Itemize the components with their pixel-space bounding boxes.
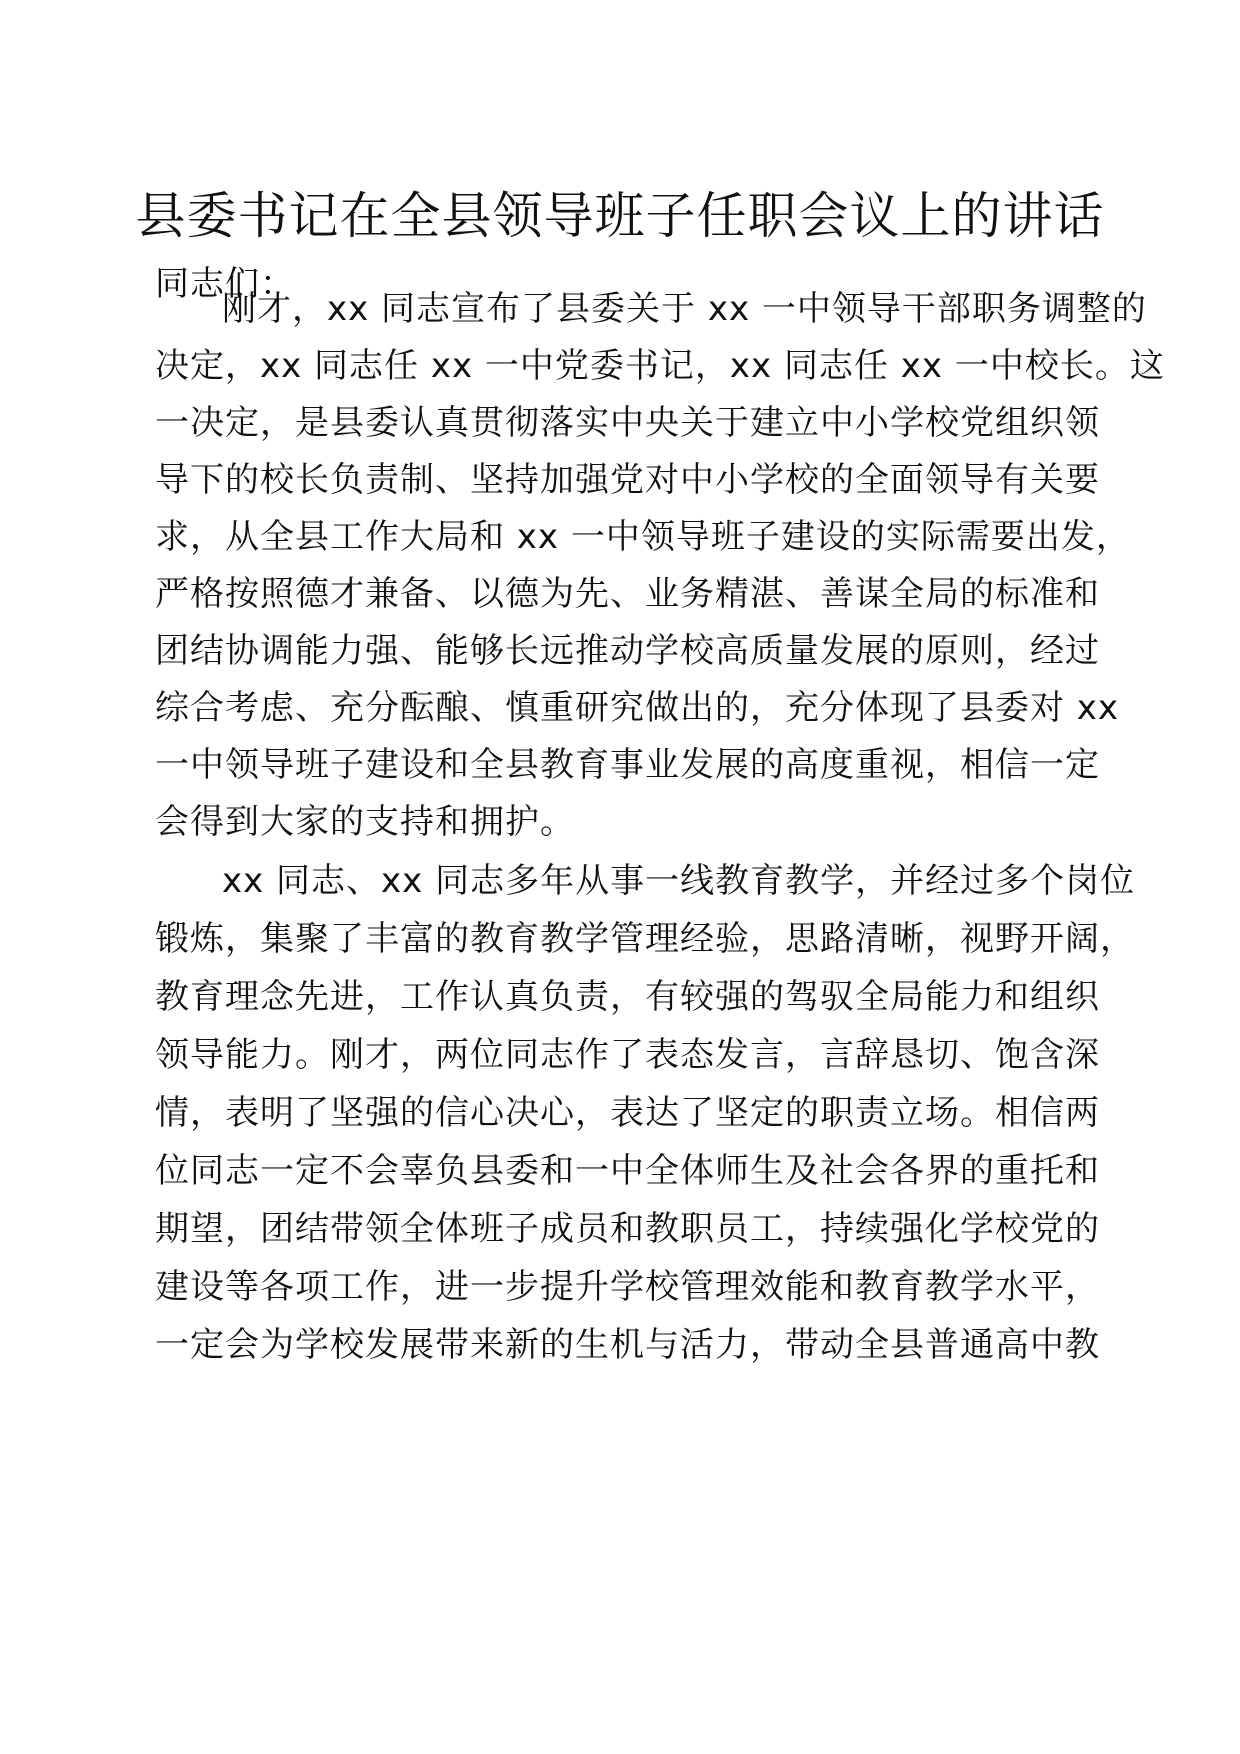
- paragraph-line: 严格按照德才兼备、以德为先、业务精湛、善谋全局的标准和: [155, 574, 1100, 614]
- paragraph-line: 位同志一定不会辜负县委和一中全体师生及社会各界的重托和: [155, 1151, 1100, 1191]
- paragraph-line: 一中领导班子建设和全县教育事业发展的高度重视，相信一定: [155, 745, 1100, 785]
- paragraph-line: 求，从全县工作大局和 xx 一中领导班子建设的实际需要出发，: [155, 517, 1131, 557]
- paragraph-line: 会得到大家的支持和拥护。: [155, 802, 575, 842]
- paragraph-line: 领导能力。刚才，两位同志作了表态发言，言辞恳切、饱含深: [155, 1035, 1100, 1075]
- paragraph-line: 锻炼，集聚了丰富的教育教学管理经验，思路清晰，视野开阔，: [155, 919, 1135, 959]
- paragraph-line: 期望，团结带领全体班子成员和教职员工，持续强化学校党的: [155, 1209, 1100, 1249]
- paragraph-line: 教育理念先进，工作认真负责，有较强的驾驭全局能力和组织: [155, 977, 1100, 1017]
- paragraph-line: xx 同志、xx 同志多年从事一线教育教学，并经过多个岗位: [222, 861, 1136, 901]
- paragraph-line: 决定，xx 同志任 xx 一中党委书记，xx 同志任 xx 一中校长。这: [155, 346, 1165, 386]
- paragraph-line: 情，表明了坚强的信心决心，表达了坚定的职责立场。相信两: [155, 1093, 1100, 1133]
- document-title: 县委书记在全县领导班子任职会议上的讲话: [135, 187, 1105, 245]
- paragraph-line: 刚才，xx 同志宣布了县委关于 xx 一中领导干部职务调整的: [222, 289, 1147, 329]
- paragraph-line: 一决定，是县委认真贯彻落实中央关于建立中小学校党组织领: [155, 403, 1100, 443]
- paragraph-line: 导下的校长负责制、坚持加强党对中小学校的全面领导有关要: [155, 460, 1100, 500]
- salutation: 同志们：: [155, 264, 295, 304]
- paragraph-line: 建设等各项工作，进一步提升学校管理效能和教育教学水平，: [155, 1267, 1100, 1307]
- paragraph-line: 综合考虑、充分酝酿、慎重研究做出的，充分体现了县委对 xx: [155, 688, 1120, 728]
- paragraph-line: 团结协调能力强、能够长远推动学校高质量发展的原则，经过: [155, 631, 1100, 671]
- paragraph-line: 一定会为学校发展带来新的生机与活力，带动全县普通高中教: [155, 1325, 1100, 1365]
